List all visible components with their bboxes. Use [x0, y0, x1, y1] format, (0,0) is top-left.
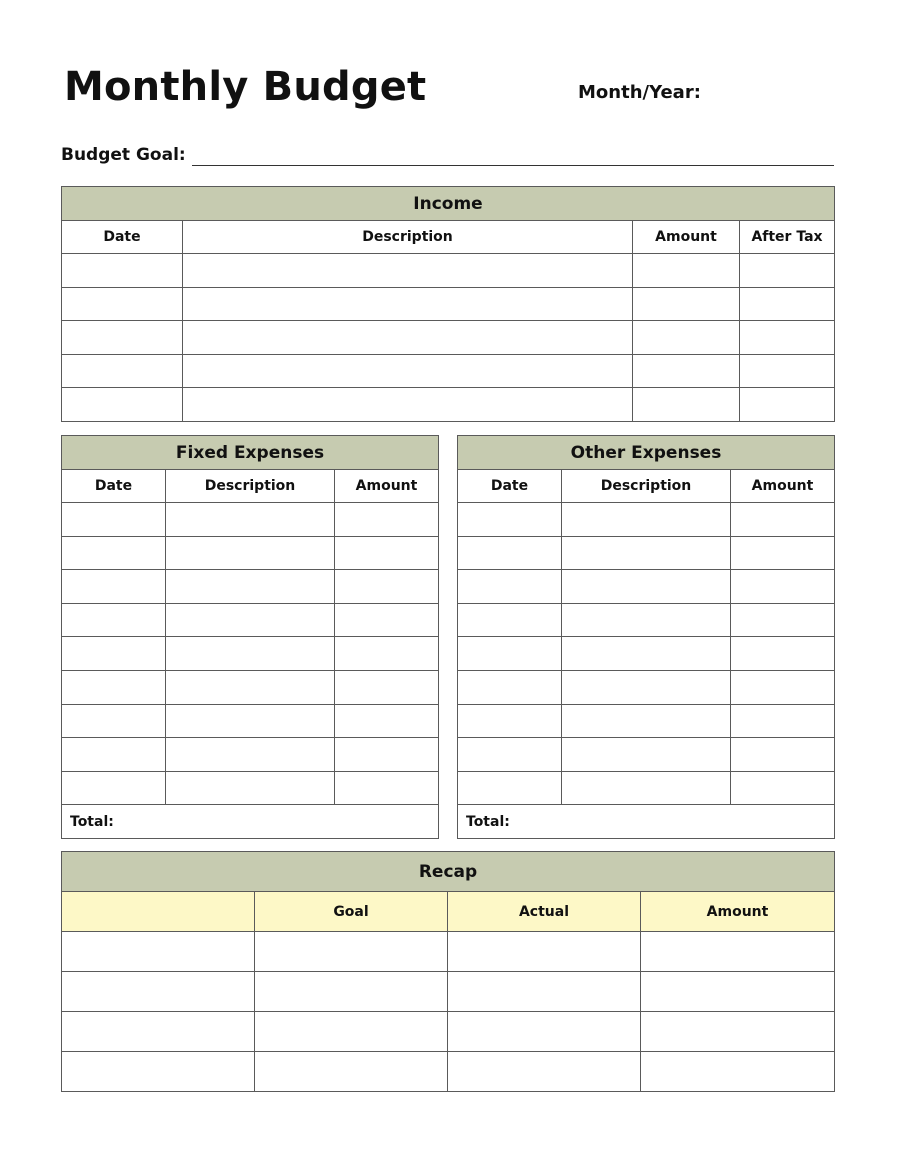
other-expenses-cell[interactable] — [562, 503, 731, 537]
fixed-expenses-row — [62, 704, 439, 738]
other-expenses-cell[interactable] — [731, 771, 835, 805]
recap-cell[interactable] — [641, 1012, 835, 1052]
other-expenses-cell[interactable] — [731, 670, 835, 704]
budget-goal-line[interactable] — [192, 146, 834, 166]
fixed-expenses-row — [62, 670, 439, 704]
recap-cell[interactable] — [641, 932, 835, 972]
income-cell[interactable] — [740, 254, 835, 288]
fixed-expenses-cell[interactable] — [62, 637, 166, 671]
recap-cell[interactable] — [448, 972, 641, 1012]
fixed-expenses-cell[interactable] — [62, 603, 166, 637]
recap-col-actual: Actual — [448, 892, 641, 932]
fixed-expenses-cell[interactable] — [62, 536, 166, 570]
income-row — [62, 321, 835, 355]
budget-goal-row — [61, 142, 834, 166]
recap-row — [62, 1012, 835, 1052]
other-expenses-row — [458, 536, 835, 570]
fixed-expenses-cell[interactable] — [166, 603, 335, 637]
income-row — [62, 388, 835, 422]
fixed-expenses-cell[interactable] — [166, 570, 335, 604]
other-expenses-cell[interactable] — [458, 603, 562, 637]
fixed-expenses-cell[interactable] — [62, 670, 166, 704]
other-expenses-cell[interactable] — [458, 771, 562, 805]
other-expenses-cell[interactable] — [458, 637, 562, 671]
fixed-expenses-cell[interactable] — [335, 603, 439, 637]
recap-cell[interactable] — [448, 1012, 641, 1052]
income-cell[interactable] — [633, 354, 740, 388]
other-expenses-cell[interactable] — [562, 771, 731, 805]
income-cell[interactable] — [62, 287, 183, 321]
recap-row — [62, 932, 835, 972]
fixed-expenses-row — [62, 536, 439, 570]
fixed-expenses-cell[interactable] — [62, 771, 166, 805]
income-cell[interactable] — [633, 254, 740, 288]
other-expenses-cell[interactable] — [458, 670, 562, 704]
other-expenses-row — [458, 670, 835, 704]
other-expenses-cell[interactable] — [562, 704, 731, 738]
fixed-expenses-cell[interactable] — [166, 637, 335, 671]
recap-cell[interactable] — [62, 932, 255, 972]
fixed-expenses-cell[interactable] — [166, 738, 335, 772]
other-expenses-cell[interactable] — [731, 603, 835, 637]
other-expenses-row — [458, 704, 835, 738]
fixed-expenses-cell[interactable] — [166, 536, 335, 570]
month-year-label: Month/Year: — [578, 82, 701, 103]
other-expenses-cell[interactable] — [731, 503, 835, 537]
recap-cell[interactable] — [255, 932, 448, 972]
income-table — [61, 186, 835, 422]
income-cell[interactable] — [62, 254, 183, 288]
income-title: Income — [62, 187, 835, 221]
income-cell[interactable] — [62, 354, 183, 388]
recap-cell[interactable] — [62, 1052, 255, 1092]
other-expenses-cell[interactable] — [731, 704, 835, 738]
recap-cell[interactable] — [62, 1012, 255, 1052]
income-row — [62, 287, 835, 321]
budget-goal-label: Budget Goal: — [61, 145, 186, 165]
recap-cell[interactable] — [448, 932, 641, 972]
income-cell[interactable] — [183, 388, 633, 422]
income-cell[interactable] — [62, 321, 183, 355]
income-col-description: Description — [183, 221, 633, 254]
other-col-date: Date — [458, 470, 562, 503]
other-expenses-row — [458, 738, 835, 772]
recap-cell[interactable] — [255, 972, 448, 1012]
other-expenses-cell[interactable] — [458, 704, 562, 738]
fixed-col-description: Description — [166, 470, 335, 503]
fixed-col-amount: Amount — [335, 470, 439, 503]
fixed-expenses-cell[interactable] — [166, 704, 335, 738]
other-expenses-cell[interactable] — [562, 637, 731, 671]
other-col-description: Description — [562, 470, 731, 503]
other-expenses-row — [458, 570, 835, 604]
income-col-date: Date — [62, 221, 183, 254]
income-row — [62, 354, 835, 388]
recap-title: Recap — [62, 852, 835, 892]
fixed-expenses-cell[interactable] — [62, 738, 166, 772]
fixed-expenses-cell[interactable] — [62, 570, 166, 604]
income-cell[interactable] — [740, 287, 835, 321]
other-expenses-cell[interactable] — [731, 570, 835, 604]
other-expenses-rows — [458, 503, 835, 805]
fixed-expenses-cell[interactable] — [335, 503, 439, 537]
other-expenses-cell[interactable] — [562, 603, 731, 637]
other-expenses-cell[interactable] — [458, 570, 562, 604]
fixed-expenses-cell[interactable] — [62, 503, 166, 537]
fixed-expenses-cell[interactable] — [166, 771, 335, 805]
income-cell[interactable] — [183, 287, 633, 321]
other-expenses-row — [458, 637, 835, 671]
other-expenses-cell[interactable] — [458, 738, 562, 772]
fixed-expenses-rows — [62, 503, 439, 805]
fixed-total-label: Total: — [62, 805, 439, 839]
income-cell[interactable] — [633, 321, 740, 355]
recap-rows — [62, 932, 835, 1092]
income-row — [62, 254, 835, 288]
fixed-expenses-cell[interactable] — [166, 670, 335, 704]
recap-cell[interactable] — [62, 972, 255, 1012]
income-cell[interactable] — [62, 388, 183, 422]
other-total-label: Total: — [458, 805, 835, 839]
other-expenses-cell[interactable] — [562, 570, 731, 604]
income-rows — [62, 254, 835, 422]
fixed-expenses-cell[interactable] — [335, 670, 439, 704]
fixed-expenses-row — [62, 637, 439, 671]
fixed-expenses-cell[interactable] — [335, 738, 439, 772]
recap-cell[interactable] — [255, 1012, 448, 1052]
fixed-expenses-cell[interactable] — [62, 704, 166, 738]
recap-cell[interactable] — [641, 972, 835, 1012]
fixed-expenses-title: Fixed Expenses — [62, 436, 439, 470]
fixed-expenses-cell[interactable] — [335, 570, 439, 604]
recap-cell[interactable] — [641, 1052, 835, 1092]
other-expenses-cell[interactable] — [731, 536, 835, 570]
fixed-expenses-cell[interactable] — [335, 704, 439, 738]
other-expenses-cell[interactable] — [731, 637, 835, 671]
other-expenses-cell[interactable] — [562, 738, 731, 772]
other-expenses-cell[interactable] — [562, 536, 731, 570]
other-expenses-row — [458, 603, 835, 637]
fixed-expenses-row — [62, 503, 439, 537]
other-expenses-cell[interactable] — [458, 536, 562, 570]
fixed-expenses-row — [62, 603, 439, 637]
recap-col-amount: Amount — [641, 892, 835, 932]
other-expenses-row — [458, 503, 835, 537]
income-col-amount: Amount — [633, 221, 740, 254]
other-expenses-cell[interactable] — [562, 670, 731, 704]
recap-col-goal: Goal — [255, 892, 448, 932]
income-col-after-tax: After Tax — [740, 221, 835, 254]
fixed-expenses-cell[interactable] — [166, 503, 335, 537]
page-title: Monthly Budget — [64, 64, 427, 110]
recap-cell[interactable] — [255, 1052, 448, 1092]
income-cell[interactable] — [183, 354, 633, 388]
income-cell[interactable] — [183, 254, 633, 288]
fixed-expenses-cell[interactable] — [335, 536, 439, 570]
income-cell[interactable] — [740, 321, 835, 355]
recap-col-category — [62, 892, 255, 932]
recap-row — [62, 1052, 835, 1092]
other-expenses-row — [458, 771, 835, 805]
fixed-expenses-table — [61, 435, 439, 839]
recap-row — [62, 972, 835, 1012]
fixed-col-date: Date — [62, 470, 166, 503]
fixed-expenses-cell[interactable] — [335, 771, 439, 805]
recap-cell[interactable] — [448, 1052, 641, 1092]
other-expenses-cell[interactable] — [458, 503, 562, 537]
other-expenses-title: Other Expenses — [458, 436, 835, 470]
income-cell[interactable] — [633, 287, 740, 321]
fixed-expenses-row — [62, 570, 439, 604]
recap-table — [61, 851, 835, 1092]
other-expenses-cell[interactable] — [731, 738, 835, 772]
income-cell[interactable] — [183, 321, 633, 355]
income-cell[interactable] — [633, 388, 740, 422]
income-cell[interactable] — [740, 354, 835, 388]
other-expenses-table — [457, 435, 835, 839]
income-cell[interactable] — [740, 388, 835, 422]
fixed-expenses-row — [62, 771, 439, 805]
fixed-expenses-cell[interactable] — [335, 637, 439, 671]
other-col-amount: Amount — [731, 470, 835, 503]
fixed-expenses-row — [62, 738, 439, 772]
